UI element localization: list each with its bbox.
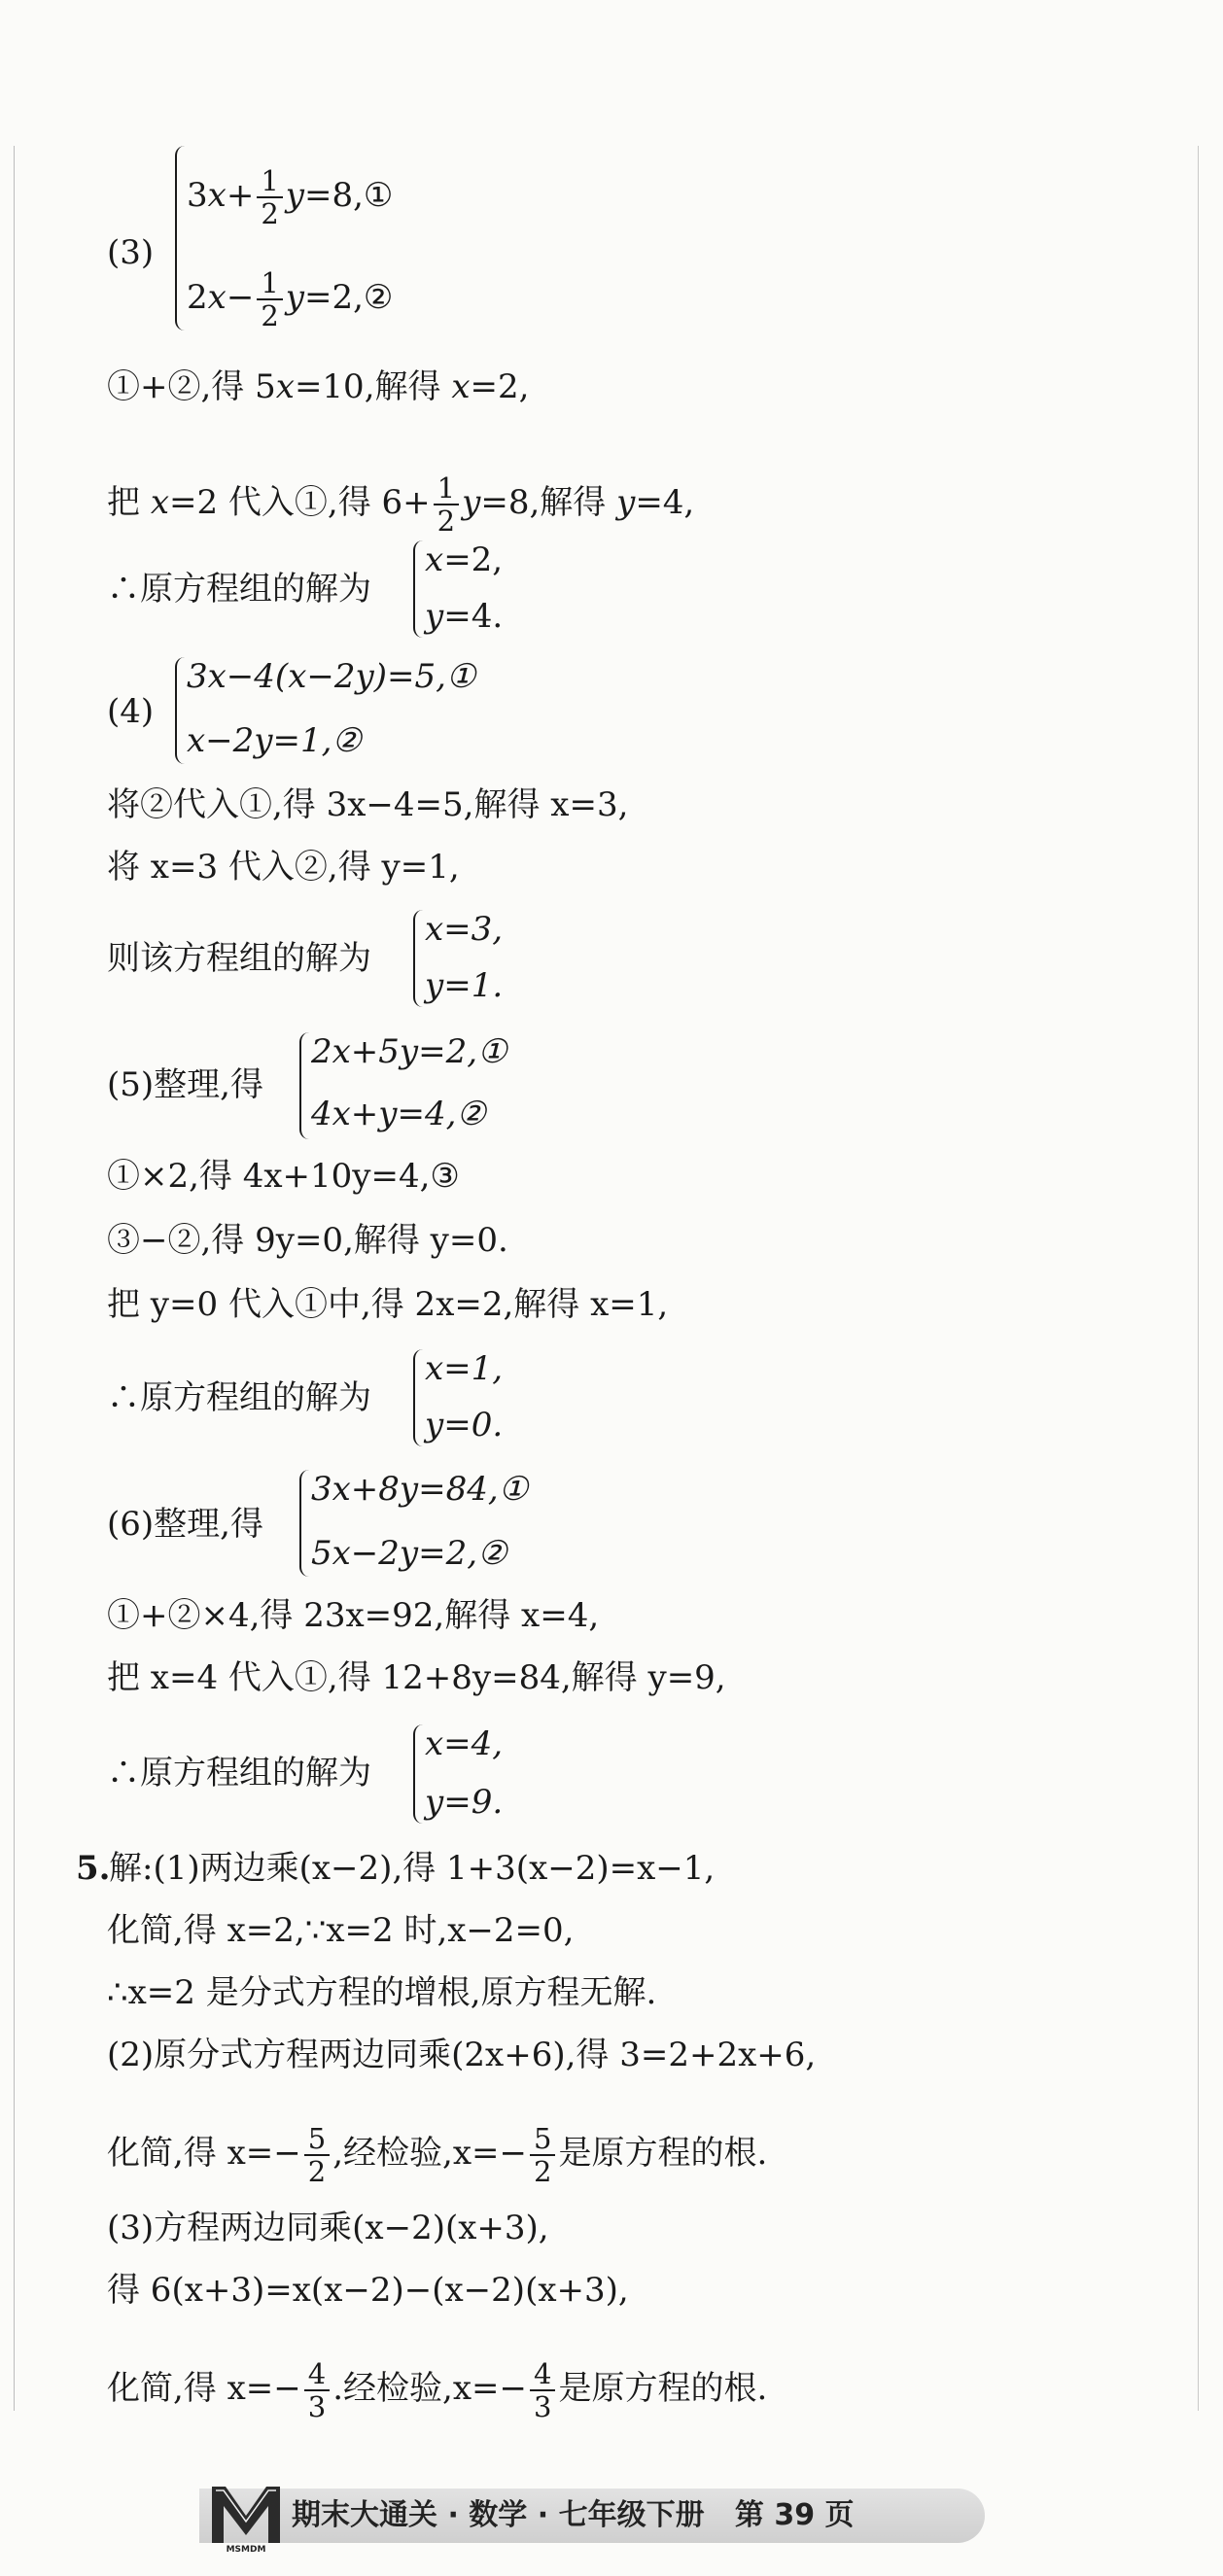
p5-label: (5)整理,得: [107, 1065, 263, 1104]
footer-title: 期末大通关 · 数学 · 七年级下册 第 39 页: [292, 2498, 855, 2532]
p5-conclusion: ∴原方程组的解为: [107, 1378, 371, 1417]
p3-system: [175, 146, 564, 331]
fraction: $\frac{5}{2}$: [304, 2123, 330, 2187]
p4-system: [175, 657, 661, 764]
fraction: $\frac{5}{2}$: [530, 2123, 555, 2187]
p4-sol-x: x=3,: [425, 910, 504, 949]
q5-line5: 化简,得 x=− $\frac{5}{2}$ ,经检验,x=− $\frac{5}{2}$ 是原方程的根.: [107, 2122, 768, 2188]
p5-system: [299, 1032, 591, 1139]
p3-conclusion: ∴原方程组的解为: [107, 570, 371, 609]
fraction: $\frac{1}{2}$: [434, 472, 459, 537]
p5-sol-y: y=0.: [425, 1406, 504, 1445]
p5-eq2: 4x+y=4,②: [311, 1095, 486, 1133]
p3-step1: ①+②,得 5x=10,解得 x=2,: [107, 367, 530, 406]
p5-step3: 把 y=0 代入①中,得 2x=2,解得 x=1,: [107, 1285, 669, 1324]
p4-step2: 将 x=3 代入②,得 y=1,: [107, 848, 460, 887]
p6-step1: ①+②×4,得 23x=92,解得 x=4,: [107, 1596, 600, 1635]
q5-line7: 得 6(x+3)=x(x−2)−(x−2)(x+3),: [107, 2271, 629, 2310]
p6-label: (6)整理,得: [107, 1505, 263, 1544]
p4-eq2: x−2y=1,②: [187, 721, 362, 760]
p6-eq1: 3x+8y=84,①: [311, 1470, 529, 1509]
q5-number: 5.: [76, 1849, 111, 1888]
fraction: $\frac{4}{3}$: [530, 2358, 555, 2422]
p5-sol-x: x=1,: [425, 1349, 504, 1388]
p3-solution: [413, 540, 608, 638]
p6-step2: 把 x=4 代入①,得 12+8y=84,解得 y=9,: [107, 1658, 726, 1697]
q5-line1: 解:(1)两边乘(x−2),得 1+3(x−2)=x−1,: [109, 1849, 716, 1888]
left-margin-rule: [14, 146, 15, 2411]
q5-line6: (3)方程两边同乘(x−2)(x+3),: [107, 2209, 549, 2247]
p6-solution: [413, 1724, 608, 1824]
q5-line3: ∴x=2 是分式方程的增根,原方程无解.: [107, 1973, 657, 2012]
p6-sol-x: x=4,: [425, 1724, 504, 1763]
p4-sol-y: y=1.: [425, 966, 504, 1005]
q5-line8: 化简,得 x=− $\frac{4}{3}$ .经检验,x=− $\frac{4}{3}$ 是原方程的根.: [107, 2357, 768, 2423]
right-margin-rule: [1198, 146, 1199, 2411]
p3-sol-y: y=4.: [425, 597, 504, 636]
publisher-logo: [206, 2479, 286, 2557]
p5-solution: [413, 1349, 608, 1446]
p5-eq1: 2x+5y=2,①: [311, 1032, 507, 1071]
p6-system: [299, 1470, 611, 1577]
q5-line4: (2)原分式方程两边同乘(2x+6),得 3=2+2x+6,: [107, 2036, 817, 2074]
p3-label: (3): [107, 233, 155, 272]
p6-conclusion: ∴原方程组的解为: [107, 1754, 371, 1793]
p3-eq1: 3x+ $\frac{1}{2}$ y=8,①: [187, 164, 394, 230]
q5-line2: 化简,得 x=2,∵x=2 时,x−2=0,: [107, 1911, 575, 1950]
p3-sol-x: x=2,: [425, 540, 504, 579]
p6-eq2: 5x−2y=2,②: [311, 1534, 507, 1573]
p4-eq1: 3x−4(x−2y)=5,①: [187, 657, 476, 696]
p4-label: (4): [107, 692, 155, 731]
p3-step2: 把 x=2 代入①,得 6+ $\frac{1}{2}$ y=8,解得 y=4,: [107, 471, 695, 538]
p4-solution: [413, 910, 608, 1007]
p4-conclusion: 则该方程组的解为: [107, 939, 371, 978]
fraction: $\frac{4}{3}$: [304, 2358, 330, 2422]
logo-text: MSMDM: [226, 2545, 266, 2555]
logo-icon: [206, 2479, 286, 2547]
p5-step2: ③−②,得 9y=0,解得 y=0.: [107, 1221, 508, 1260]
p3-eq2: 2x− $\frac{1}{2}$ y=2,②: [187, 266, 394, 332]
fraction: $\frac{1}{2}$: [257, 165, 282, 229]
p5-step1: ①×2,得 4x+10y=4,③: [107, 1157, 460, 1196]
p4-step1: 将②代入①,得 3x−4=5,解得 x=3,: [107, 785, 629, 824]
fraction: $\frac{1}{2}$: [257, 267, 282, 331]
p6-sol-y: y=9.: [425, 1783, 504, 1822]
